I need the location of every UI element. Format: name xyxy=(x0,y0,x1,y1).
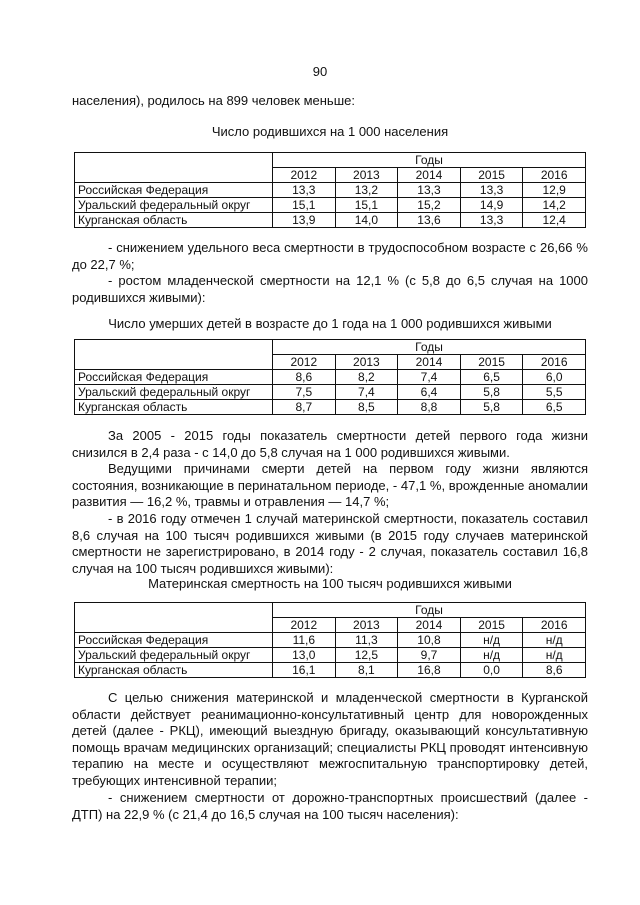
cell-value: 8,7 xyxy=(273,400,336,415)
cell-value: 9,7 xyxy=(398,648,461,663)
table1-years-header: Годы xyxy=(273,153,586,168)
paragraph-causes-of-death: Ведущими причинами смерти детей на первом году жизни являются состояния, возникающие в перинатальном периоде, - 47,1 %, врожденные аномалии развития — 16,2 %, травмы и отравления — 14,7 %; xyxy=(72,461,588,510)
table2-years-header: Годы xyxy=(273,340,586,355)
paragraph-maternal-mortality: - в 2016 году отмечен 1 случай материнской смертности, показатель составил 8,6 случая на 100 тысяч родившихся живыми (в 2015 году случаев материнской смертности не зарегистрировано, в 2014 году - 2 случая, показатель составил 16,8 случая на 100 тысяч родившихся живыми): xyxy=(72,511,588,576)
cell-value: 7,4 xyxy=(335,385,398,400)
cell-value: 0,0 xyxy=(460,663,523,678)
table1-corner xyxy=(75,153,273,183)
cell-value: 15,1 xyxy=(335,198,398,213)
cell-value: 10,8 xyxy=(398,633,461,648)
cell-value: 14,9 xyxy=(460,198,523,213)
table3-years-header: Годы xyxy=(273,603,586,618)
cell-value: 13,3 xyxy=(398,183,461,198)
table-row xyxy=(75,663,586,678)
row-label: Уральский федеральный округ xyxy=(75,198,273,213)
cell-value: 7,5 xyxy=(273,385,336,400)
table3-year: 2014 xyxy=(398,618,461,633)
page-number: 90 xyxy=(312,64,328,79)
table3-year: 2016 xyxy=(523,618,586,633)
paragraph-rkc-center: С целью снижения материнской и младенческой смертности в Курганской области действует реанимационно-консультативный центр для новорожденных детей (далее - РКЦ), имеющий выездную бригаду, оказывающий консультативную помощь врачам медицинских организаций; специалисты РКЦ проводят интенсивную терапию на месте и осуществляют межгоспитальную транспортировку детей, требующих интенсивной терапии; xyxy=(72,690,588,788)
table2-year: 2013 xyxy=(335,355,398,370)
cell-value: 12,5 xyxy=(335,648,398,663)
cell-value: 8,8 xyxy=(398,400,461,415)
table3-year: 2012 xyxy=(273,618,336,633)
table1-title: Число родившихся на 1 000 населения xyxy=(211,124,449,139)
table-row xyxy=(75,183,586,198)
table-row xyxy=(75,633,586,648)
table2-year: 2015 xyxy=(460,355,523,370)
cell-value: 13,3 xyxy=(460,183,523,198)
table2-year: 2012 xyxy=(273,355,336,370)
cell-value: 11,6 xyxy=(273,633,336,648)
table2-year: 2016 xyxy=(523,355,586,370)
cell-value: 13,2 xyxy=(335,183,398,198)
cell-value: 8,6 xyxy=(523,663,586,678)
table-row xyxy=(75,648,586,663)
row-label: Российская Федерация xyxy=(75,370,273,385)
table3-year: 2015 xyxy=(460,618,523,633)
cell-value: н/д xyxy=(460,633,523,648)
intro-line: населения), родилось на 899 человек меньше: xyxy=(72,93,355,108)
cell-value: 6,0 xyxy=(523,370,586,385)
cell-value: 8,6 xyxy=(273,370,336,385)
cell-value: 6,4 xyxy=(398,385,461,400)
table1 xyxy=(74,152,586,228)
row-label: Курганская область xyxy=(75,213,273,228)
cell-value: 8,2 xyxy=(335,370,398,385)
table3-corner xyxy=(75,603,273,633)
cell-value: 11,3 xyxy=(335,633,398,648)
cell-value: н/д xyxy=(460,648,523,663)
row-label: Курганская область xyxy=(75,663,273,678)
row-label: Уральский федеральный округ xyxy=(75,648,273,663)
table1-year: 2013 xyxy=(335,168,398,183)
row-label: Российская Федерация xyxy=(75,183,273,198)
cell-value: 5,8 xyxy=(460,385,523,400)
cell-value: 5,5 xyxy=(523,385,586,400)
table2-year: 2014 xyxy=(398,355,461,370)
cell-value: 16,1 xyxy=(273,663,336,678)
row-label: Курганская область xyxy=(75,400,273,415)
cell-value: 8,5 xyxy=(335,400,398,415)
paragraph-working-age-mortality: - снижением удельного веса смертности в трудоспособном возрасте с 26,66 % до 22,7 %; xyxy=(72,240,588,272)
table2 xyxy=(74,339,586,415)
cell-value: 6,5 xyxy=(523,400,586,415)
cell-value: 14,2 xyxy=(523,198,586,213)
table2-title: Число умерших детей в возрасте до 1 года на 1 000 родившихся живыми xyxy=(108,316,552,331)
table2-corner xyxy=(75,340,273,370)
table-row xyxy=(75,400,586,415)
row-label: Российская Федерация xyxy=(75,633,273,648)
cell-value: 13,6 xyxy=(398,213,461,228)
table1-year: 2014 xyxy=(398,168,461,183)
cell-value: 7,4 xyxy=(398,370,461,385)
cell-value: 12,9 xyxy=(523,183,586,198)
table-row xyxy=(75,213,586,228)
paragraph-road-accidents: - снижением смертности от дорожно-транспортных происшествий (далее - ДТП) на 22,9 % (с 21,4 до 16,5 случая на 100 тысяч населения): xyxy=(72,790,588,822)
paragraph-infant-mortality-decline: За 2005 - 2015 годы показатель смертности детей первого года жизни снизился в 2,4 раза - с 14,0 до 5,8 случая на 1 000 родившихся живыми. xyxy=(72,428,588,460)
table-row xyxy=(75,370,586,385)
table1-year: 2016 xyxy=(523,168,586,183)
cell-value: 13,3 xyxy=(273,183,336,198)
cell-value: 12,4 xyxy=(523,213,586,228)
cell-value: н/д xyxy=(523,633,586,648)
cell-value: 13,0 xyxy=(273,648,336,663)
table-row xyxy=(75,198,586,213)
cell-value: 15,1 xyxy=(273,198,336,213)
cell-value: 8,1 xyxy=(335,663,398,678)
cell-value: 14,0 xyxy=(335,213,398,228)
cell-value: н/д xyxy=(523,648,586,663)
table3-title: Материнская смертность на 100 тысяч родившихся живыми xyxy=(148,576,512,591)
table3 xyxy=(74,602,586,678)
table-row xyxy=(75,385,586,400)
cell-value: 15,2 xyxy=(398,198,461,213)
row-label: Уральский федеральный округ xyxy=(75,385,273,400)
table3-year: 2013 xyxy=(335,618,398,633)
cell-value: 6,5 xyxy=(460,370,523,385)
cell-value: 13,9 xyxy=(273,213,336,228)
cell-value: 13,3 xyxy=(460,213,523,228)
cell-value: 16,8 xyxy=(398,663,461,678)
table1-year: 2015 xyxy=(460,168,523,183)
cell-value: 5,8 xyxy=(460,400,523,415)
paragraph-infant-mortality-growth: - ростом младенческой смертности на 12,1 % (с 5,8 до 6,5 случая на 1000 родившихся живыми): xyxy=(72,273,588,305)
table1-year: 2012 xyxy=(273,168,336,183)
